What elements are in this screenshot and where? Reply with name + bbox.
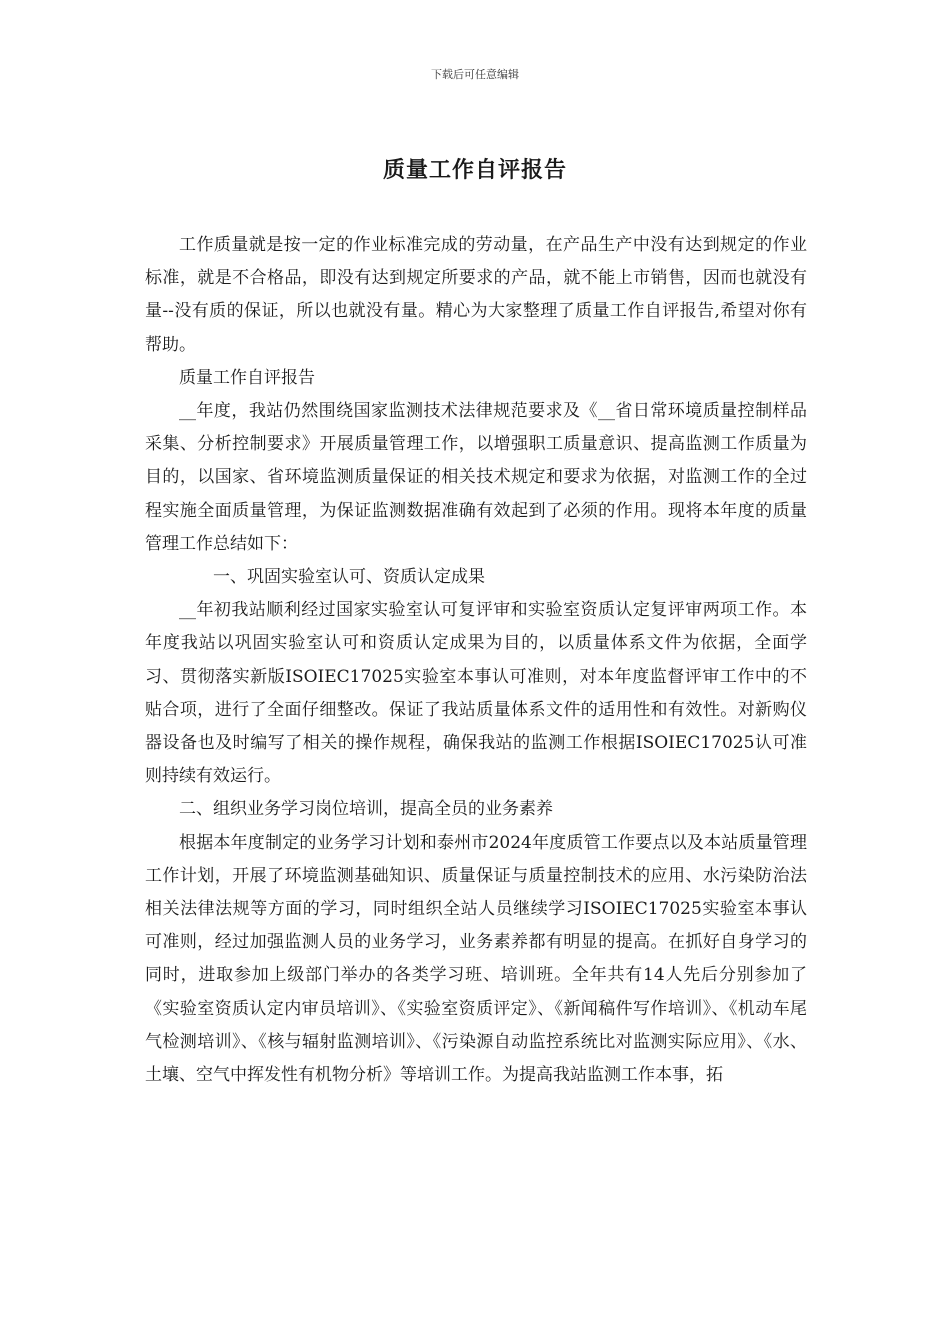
section-heading-1: 一、巩固实验室认可、资质认定成果 xyxy=(213,567,485,588)
paragraph-section-1: __年初我站顺利经过国家实验室认可复评审和实验室资质认定复评审两项工作。本年度我站以巩固实验室认可和资质认定成果为目的，以质量体系文件为依据，全面学习、贯彻落实新版ISOIEC17025实验室本事认可准则，对本年度监督评审工作中的不贴合项，进行了全面仔细整改。保证了我站质量体系文件的适用性和有效性。对新购仪器设备也及时编写了相关的操作规程，确保我站的监测工作根据ISOIEC17025认可准则持续有效运行。 xyxy=(145,600,807,787)
paragraph-intro: 工作质量就是按一定的作业标准完成的劳动量，在产品生产中没有达到规定的作业标准，就是不合格品，即没有达到规定所要求的产品，就不能上市销售，因而也就没有量--没有质的保证，所以也就没有量。精心为大家整理了质量工作自评报告,希望对你有帮助。 xyxy=(145,235,807,355)
paragraph-subtitle: 质量工作自评报告 xyxy=(179,367,315,388)
document-body xyxy=(145,229,807,1092)
page-title: 质量工作自评报告 xyxy=(382,157,567,183)
section-heading-2: 二、组织业务学习岗位培训，提高全员的业务素养 xyxy=(179,799,553,820)
paragraph-overview: __年度，我站仍然围绕国家监测技术法律规范要求及《__省日常环境质量控制样品采集、分析控制要求》开展质量管理工作，以增强职工质量意识、提高监测工作质量为目的，以国家、省环境监测质量保证的相关技术规定和要求为依据，对监测工作的全过程实施全面质量管理，为保证监测数据准确有效起到了必须的作用。现将本年度的质量管理工作总结如下： xyxy=(145,401,807,554)
header-note: 下载后可任意编辑 xyxy=(431,68,519,81)
paragraph-section-2: 根据本年度制定的业务学习计划和泰州市2024年度质管工作要点以及本站质量管理工作计划，开展了环境监测基础知识、质量保证与质量控制技术的应用、水污染防治法相关法律法规等方面的学习，同时组织全站人员继续学习ISOIEC17025实验室本事认可准则，经过加强监测人员的业务学习，业务素养都有明显的提高。在抓好自身学习的同时，进取参加上级部门举办的各类学习班、培训班。全年共有14人先后分别参加了《实验室资质认定内审员培训》、《实验室资质评定》、《新闻稿件写作培训》、《机动车尾气检测培训》、《核与辐射监测培训》、《污染源自动监控系统比对监测实际应用》、《水、土壤、空气中挥发性有机物分析》等培训工作。为提高我站监测工作本事，拓 xyxy=(145,832,807,1086)
